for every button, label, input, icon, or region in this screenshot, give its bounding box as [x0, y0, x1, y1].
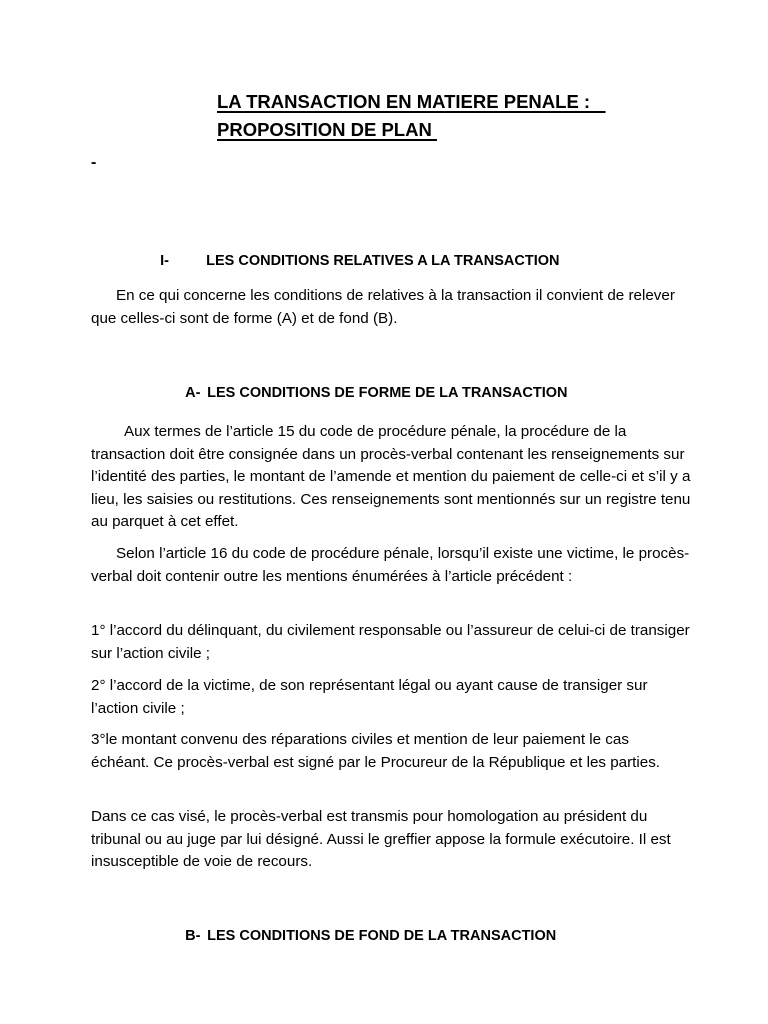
paragraph-article-16	[91, 543, 691, 588]
paragraph-article-15	[91, 421, 691, 534]
paragraph-homologation: Dans ce cas visé, le procès-verbal est transmis pour homologation au président du tribunal ou au juge par lui désigné. Aussi le greffier appose la formule exécutoire. Il est insusceptible de voie de recours.	[91, 808, 671, 870]
section-heading-1	[144, 237, 560, 285]
paragraph-item-3: 3°le montant convenu des réparations civiles et mention de leur paiement le cas échéant. Ce procès-verbal est signé par le Procureur de la République et les parties.	[91, 731, 661, 771]
title-line-1: LA TRANSACTION EN MATIERE PENALE :	[217, 91, 606, 112]
dash-marker: -	[91, 154, 97, 171]
document-title	[217, 88, 606, 144]
section-title: LES CONDITIONS RELATIVES A LA TRANSACTION	[206, 253, 560, 269]
paragraph-article-16-text: Selon l’article 16 du code de procédure pénale, lorsqu’il existe une victime, le procès-verbal doit contenir outre les mentions énumérées à l’article précédent :	[91, 545, 690, 585]
subsection-title: LES CONDITIONS DE FOND DE LA TRANSACTION	[207, 928, 557, 944]
paragraph-article-15-text: Aux termes de l’article 15 du code de procédure pénale, la procédure de la transaction doit être consignée dans un procès-verbal contenant les renseignements sur l’identité des parties, le montant de l’amende et mention du paiement de celle-ci et s’il y a lieu, les saisies ou restitutions. Ces renseignements sont mentionnés sur un registre tenu au parquet à cet effet.	[91, 423, 691, 530]
paragraph-item-1: 1° l’accord du délinquant, du civilement responsable ou l’assureur de celui-ci de transiger sur l’action civile ;	[91, 622, 690, 662]
subsection-title: LES CONDITIONS DE FORME DE LA TRANSACTION	[207, 385, 568, 401]
subsection-label: A-	[185, 385, 201, 401]
intro-paragraph-text: En ce qui concerne les conditions de relatives à la transaction il convient de relever que celles-ci sont de forme (A) et de fond (B).	[91, 287, 675, 327]
intro-paragraph	[91, 285, 691, 330]
subsection-heading-b	[169, 912, 556, 960]
paragraph-item-2: 2° l’accord de la victime, de son représentant légal ou ayant cause de transiger sur l’action civile ;	[91, 677, 648, 717]
subsection-heading-a	[169, 369, 567, 417]
section-number: I-	[160, 253, 169, 269]
subsection-label: B-	[185, 928, 201, 944]
title-line-2: PROPOSITION DE PLAN	[217, 119, 437, 140]
